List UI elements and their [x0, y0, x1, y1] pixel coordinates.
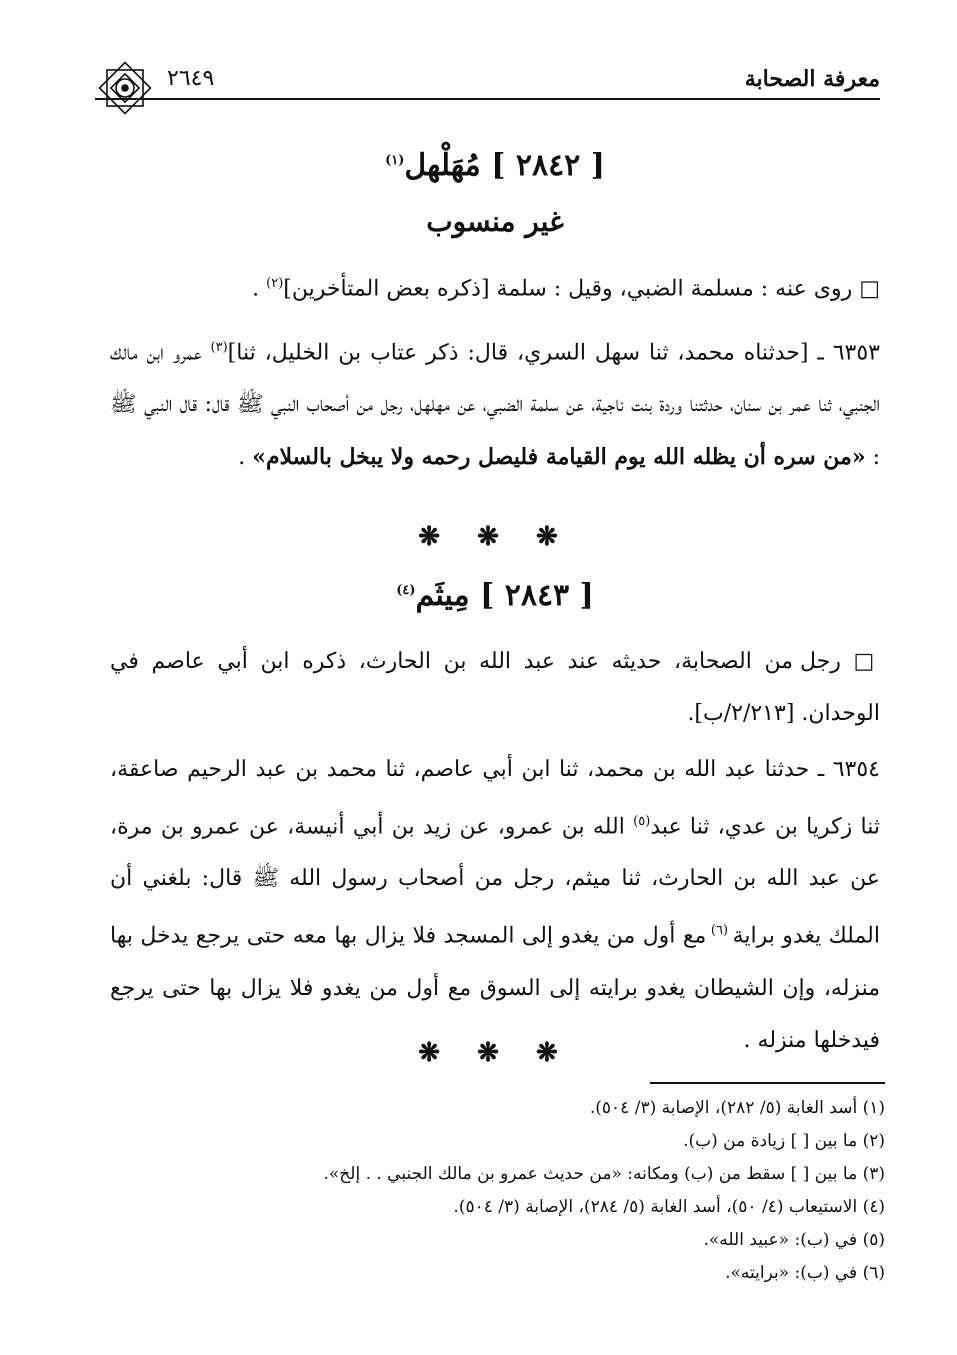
hadith-text: الله بن عمرو، عن زيد بن أبي أنيسة، عن عمرو بن مرة، عن عبد الله بن الحارث، ثنا ميثم، رجل من أصحاب رسول الله ﷺ قال: بلغني أن الملك يغدو براية: [110, 814, 880, 949]
entry-name: مِيثَم: [415, 578, 470, 613]
footnote-ref: (٤): [396, 583, 416, 598]
entry-subheading: غير منسوب: [426, 205, 564, 238]
footnote-ref: (٢): [266, 276, 284, 291]
footnote: (٤) الاستيعاب (٤/ ٥٠)، أسد الغابة (٥/ ٢٨٤)، الإصابة (٣/ ٥٠٤).: [453, 1197, 885, 1217]
hadith-text: مع أول من يغدو إلى المسجد فلا يزال بها معه حتى يرجع يدخل بها منزله، وإن الشيطان يغدو برايته إلى السوق مع أول من يغدو فلا يزال بها حتى يرجع فيدخلها منزله .: [110, 923, 880, 1053]
entry-name: مُهَلْهل: [404, 148, 481, 183]
footnote-ref: (٣): [210, 340, 228, 355]
entry-heading-2842: [110, 148, 880, 183]
square-mark-icon: □: [859, 276, 880, 302]
intro-end: .: [252, 276, 267, 302]
page-header: [95, 58, 880, 100]
entry-heading-2843: [110, 578, 880, 613]
footnote: (١) أسد الغابة (٥/ ٢٨٢)، الإصابة (٣/ ٥٠٤).: [589, 1098, 885, 1118]
octagonal-star-ornament-icon: [95, 58, 155, 118]
entry-number: [ ٢٨٤٢ ]: [491, 148, 605, 183]
hadith-6353: [110, 322, 880, 484]
footnote-ref: (٥): [633, 814, 651, 829]
footnote: (٦) في (ب): «برايته».: [725, 1263, 885, 1283]
intro-text: رجل من الصحابة، حديثه عند عبد الله بن الحارث، ذكره ابن أبي عاصم في الوحدان. [٢/٢١٣/ب].: [110, 649, 880, 726]
square-mark-icon: □: [853, 649, 880, 674]
section-separator: ❋ ❋ ❋: [418, 1038, 572, 1068]
hadith-end: .: [238, 445, 253, 471]
intro-text: روى عنه : مسلمة الضبي، وقيل : سلمة [ذكره بعض المتأخرين]: [283, 276, 853, 302]
section-separator: ❋ ❋ ❋: [418, 522, 572, 552]
entry-number: [ ٢٨٤٣ ]: [480, 578, 594, 613]
footnote-divider: [650, 1082, 885, 1084]
footnote-ref: (١): [385, 153, 405, 168]
entry-intro-2842: [110, 258, 880, 315]
footnote: (٢) ما بين [ ] زيادة من (ب).: [683, 1131, 885, 1151]
hadith-text: ٦٣٥٣ ـ [حدثناه محمد، ثنا سهل السري، قال: ذكر عتاب بن الخليل، ثنا]: [227, 340, 880, 366]
footnote: (٣) ما بين [ ] سقط من (ب) ومكانه: «من حديث عمرو بن مالك الجنبي . . إلخ».: [323, 1164, 885, 1184]
hadith-6354: [110, 744, 880, 1067]
page-number: ٢٦٤٩: [167, 66, 215, 91]
footnote-ref: (٦): [706, 923, 733, 939]
footnote: (٥) في (ب): «عبيد الله».: [703, 1230, 885, 1250]
hadith-quote: «من سره أن يظله الله يوم القيامة فليصل رحمه ولا يبخل بالسلام»: [252, 444, 866, 471]
hadith-text: عمرو ابن مالك الجنبي، ثنا عمر بن سنان، حدثتنا وردة بنت ناجية، عن سلمة الضبي، عن مهلهل، رجل من أصحاب النبي ﷺ قال: قال النبي ﷺ :: [110, 340, 880, 471]
hadith-text: ٦٣٥٤ ـ حدثنا عبد الله بن محمد، ثنا ابن أبي عاصم، ثنا محمد بن عبد الرحيم صاعقة، ثنا زكريا بن عدي، ثنا عبد: [110, 757, 880, 840]
entry-intro-2843: [110, 636, 880, 740]
footnotes: [110, 1092, 885, 1290]
book-title: معرفة الصحابة: [744, 66, 880, 92]
